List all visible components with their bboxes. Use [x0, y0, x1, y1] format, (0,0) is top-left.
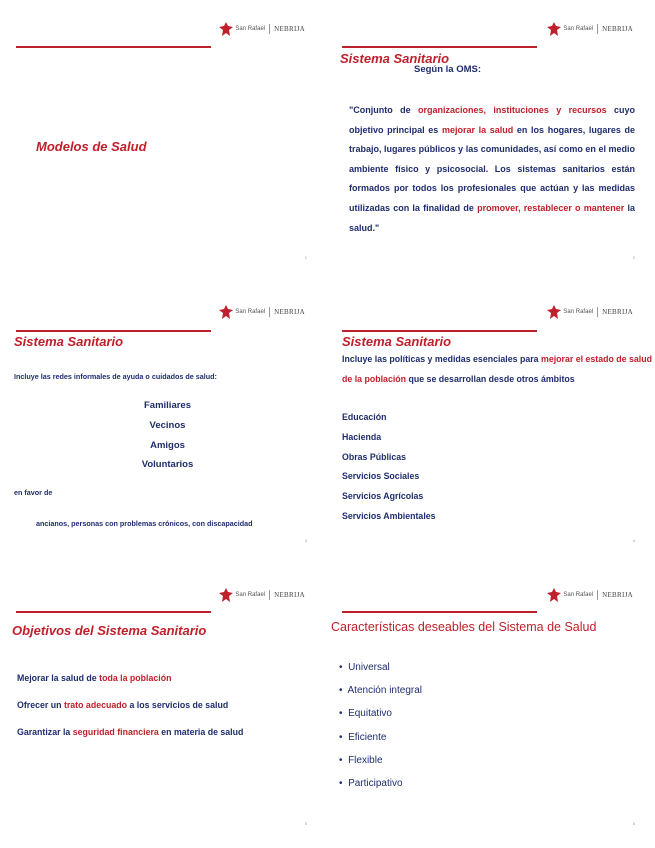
logo-partner: NEBRIJA	[602, 591, 633, 599]
cross-logo-icon	[219, 305, 233, 319]
title-rule	[342, 611, 537, 613]
slide-title: Modelos de Salud	[36, 139, 147, 154]
cross-logo-icon	[547, 588, 561, 602]
oms-quote	[349, 101, 635, 238]
slide-title: Características deseables del Sistema de Salud	[331, 620, 597, 634]
text-part: Mejorar la salud de	[17, 673, 100, 683]
text-highlight: mejorar el estado de salud de la población	[342, 354, 652, 384]
quote-highlight: promover, restablecer o mantener	[477, 202, 625, 213]
list-item: Vecinos	[149, 419, 186, 431]
slide-title: Sistema Sanitario	[340, 51, 450, 66]
slide-title: Sistema Sanitario	[342, 334, 452, 349]
logo-divider	[597, 307, 598, 317]
logo-brand: San Rafael	[563, 309, 594, 315]
list-item: • Eficiente	[339, 731, 387, 743]
slide-6	[328, 566, 655, 848]
quote-part: en los hogares, lugares de trabajo, lugares públicos y las comunidades, así como en el medio ambiente físico y psicosocial	[349, 124, 635, 174]
cross-logo-icon	[219, 588, 233, 602]
text-part: Garantizar la	[17, 727, 73, 737]
cross-logo-icon	[219, 22, 233, 36]
page-number: 4	[632, 538, 635, 543]
title-rule	[342, 46, 537, 48]
logo-partner: NEBRIJA	[602, 25, 633, 33]
quote-part: . Los sistemas sanitarios están formados por todos los profesionales que actúan y las medidas utilizadas con la finalidad de	[349, 163, 635, 213]
quote-part: cuyo objetivo principal es	[349, 105, 635, 135]
title-rule	[16, 46, 211, 48]
list-item: Voluntarios	[141, 459, 194, 471]
slide-1	[0, 0, 327, 282]
list-item: Servicios Agrícolas	[342, 491, 424, 502]
logo-partner: NEBRIJA	[602, 308, 633, 316]
logo-divider	[269, 590, 270, 600]
page-number: 3	[304, 538, 307, 543]
objective-item	[17, 673, 171, 683]
text-part: Incluye las políticas y medidas esenciales para	[342, 354, 542, 364]
text-highlight: trato adecuado	[63, 700, 127, 710]
quote-part: la salud."	[349, 202, 635, 233]
page-number: 1	[304, 255, 307, 260]
logo-divider	[597, 24, 598, 34]
logo	[547, 588, 633, 602]
favor-text: en favor de	[14, 488, 53, 497]
logo-brand: San Rafael	[563, 592, 594, 598]
cross-logo-icon	[547, 305, 561, 319]
quote-part: "Conjunto de	[349, 105, 418, 115]
page-number: 2	[632, 255, 635, 260]
list-item: Familiares	[144, 400, 191, 411]
list-item: Servicios Ambientales	[342, 510, 436, 521]
list-item: • Universal	[339, 662, 390, 673]
list-item: • Atención integral	[339, 685, 423, 697]
title-rule	[16, 611, 211, 613]
logo-brand: San Rafael	[235, 592, 266, 598]
text-part: que se desarrollan desde otros ámbitos	[406, 373, 575, 384]
logo-divider	[269, 24, 270, 34]
list-item: Obras Públicas	[342, 451, 407, 462]
network-list	[0, 396, 335, 475]
slide-4	[328, 283, 655, 565]
title-rule	[342, 330, 537, 332]
page-number: 5	[304, 821, 307, 826]
list-item: Hacienda	[342, 431, 382, 442]
slide-5	[0, 566, 327, 848]
logo-partner: NEBRIJA	[274, 25, 305, 33]
text-part: a los servicios de salud	[127, 700, 229, 710]
slide-3	[0, 283, 327, 565]
areas-list	[342, 408, 436, 527]
page-number: 6	[632, 821, 635, 826]
text-highlight: toda la población	[99, 673, 172, 683]
list-item: • Equitativo	[339, 708, 392, 720]
list-item: • Flexible	[339, 754, 383, 766]
policies-text	[342, 350, 654, 390]
logo-brand: San Rafael	[235, 309, 266, 315]
slide-title: Sistema Sanitario	[14, 334, 124, 349]
quote-highlight: organizaciones, instituciones y recursos	[417, 105, 607, 115]
logo	[219, 588, 305, 602]
logo-brand: San Rafael	[563, 26, 594, 32]
list-item: Educación	[342, 412, 387, 422]
text-part: en materia de salud	[158, 727, 244, 737]
logo	[219, 305, 305, 319]
slide-2	[328, 0, 655, 282]
objective-item	[17, 700, 228, 710]
logo	[219, 22, 305, 36]
text-part: Ofrecer un	[17, 700, 64, 710]
list-item: Amigos	[150, 439, 185, 451]
logo	[547, 305, 633, 319]
slide-subtitle: Según la OMS:	[414, 64, 482, 75]
slide-intro: Incluye las redes informales de ayuda o cuidados de salud:	[14, 372, 217, 381]
characteristics-list	[339, 656, 422, 795]
text-highlight: seguridad financiera	[72, 727, 159, 737]
list-item: Servicios Sociales	[342, 471, 420, 482]
cross-logo-icon	[547, 22, 561, 36]
slide-title: Objetivos del Sistema Sanitario	[12, 623, 207, 638]
logo-divider	[597, 590, 598, 600]
logo	[547, 22, 633, 36]
logo-divider	[269, 307, 270, 317]
logo-brand: San Rafael	[235, 26, 266, 32]
beneficiaries-text: ancianos, personas con problemas crónicos, con discapacidad	[36, 519, 253, 528]
objective-item	[17, 727, 243, 737]
title-rule	[16, 330, 211, 332]
logo-partner: NEBRIJA	[274, 591, 305, 599]
list-item: • Participativo	[339, 778, 403, 790]
logo-partner: NEBRIJA	[274, 308, 305, 316]
quote-highlight: mejorar la salud	[441, 124, 514, 135]
